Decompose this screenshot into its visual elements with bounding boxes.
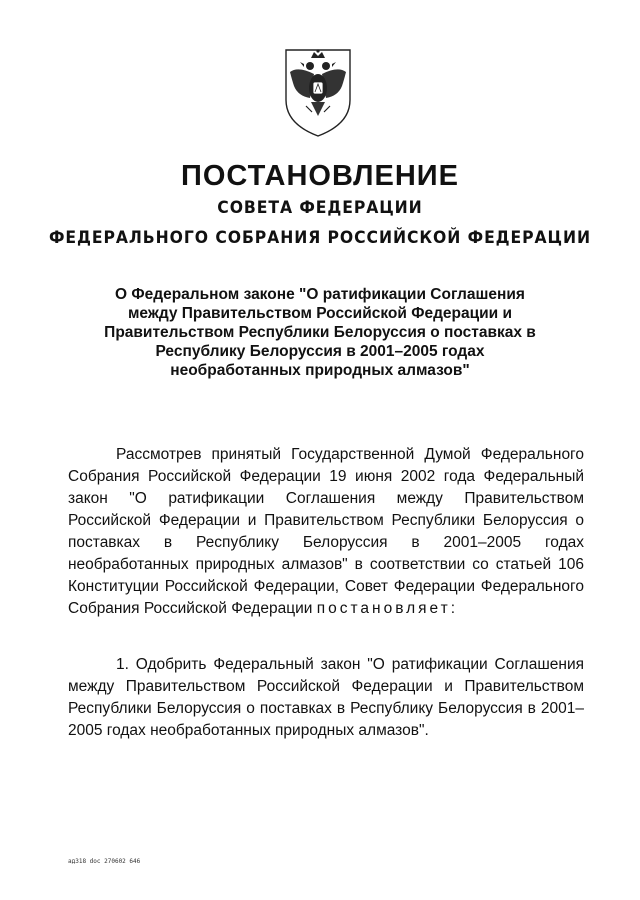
resolves-word: постановляет: — [316, 600, 459, 617]
document-title: ПОСТАНОВЛЕНИЕ — [181, 160, 459, 192]
paragraph-1-text: Рассмотрев принятый Государственной Думой Федерального Собрания Российской Федерации 19 июня 2002 года Федеральный закон "О ратификации Соглашения между Правительством Российской Федерации и Правительством Республики Белоруссия о поставках в Республику Белоруссия в 2001–2005 годах необработанных природных алмазов" в соответствии со статьей 106 Конституции Российской Федерации, Совет Федерации Федерального Собрания Российской Федерации — [68, 446, 584, 617]
body-paragraph-1 — [68, 444, 584, 620]
document-subtitle-line1: СОВЕТА ФЕДЕРАЦИИ — [217, 198, 423, 218]
resolution-heading: О Федеральном законе "О ратификации Соглашения между Правительством Российской Федерации и Правительством Республики Белоруссия о поставках в Республику Белоруссия в 2001–2005 годах необработанных природных алмазов" — [104, 286, 536, 379]
body-paragraph-2: 1. Одобрить Федеральный закон "О ратификации Соглашения между Правительством Российской Федерации и Правительством Республики Белоруссия о поставках в Республику Белоруссия в 2001–2005 годах необработанных природных алмазов". — [68, 656, 584, 739]
document-code: ад318 doc 270602 646 — [68, 858, 141, 865]
document-subtitle-line2: ФЕДЕРАЛЬНОГО СОБРАНИЯ РОССИЙСКОЙ ФЕДЕРАЦИИ — [49, 228, 591, 248]
coat-of-arms-emblem — [280, 46, 356, 138]
